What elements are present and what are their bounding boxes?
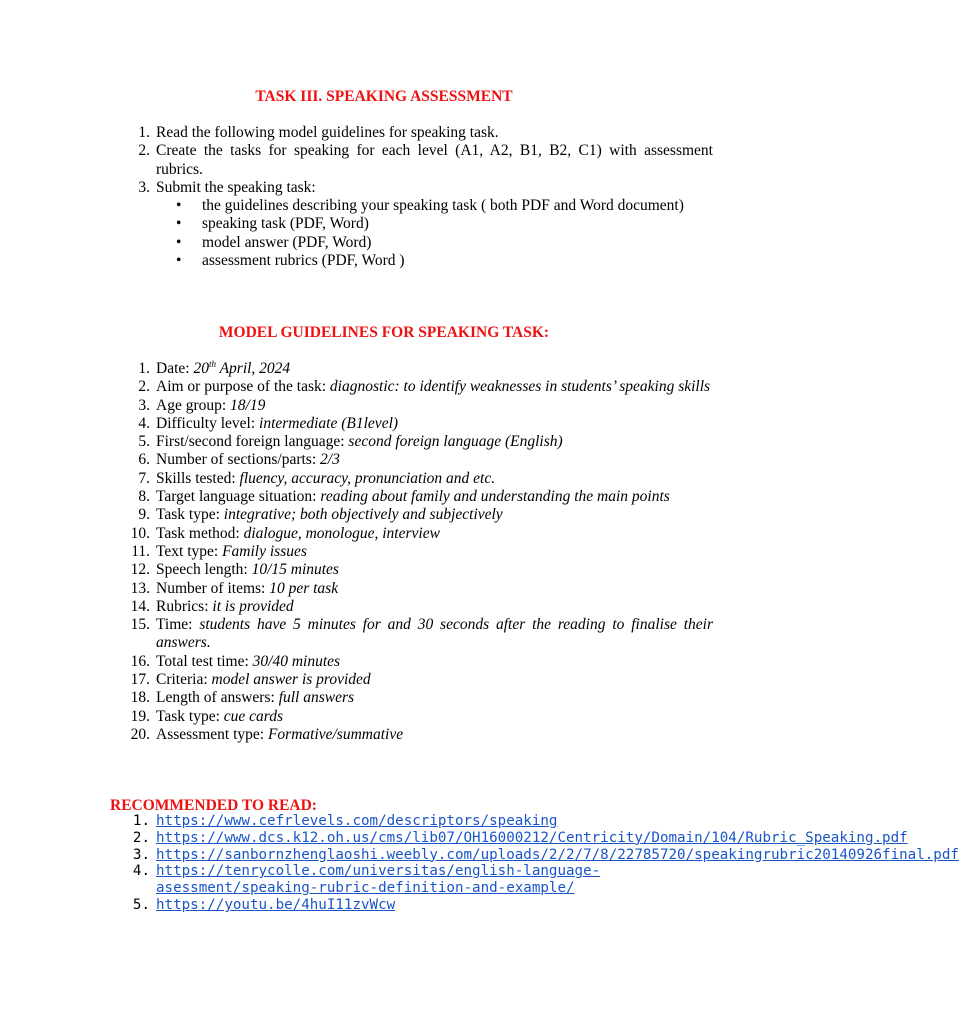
guideline-item bbox=[110, 488, 713, 506]
guideline-number: 11. bbox=[131, 542, 150, 560]
guideline-number: 8. bbox=[138, 488, 150, 506]
guideline-label: Aim or purpose of the task: bbox=[156, 378, 330, 396]
guideline-item bbox=[110, 470, 713, 488]
guideline-value: model answer is provided bbox=[211, 671, 371, 689]
submit-item bbox=[156, 197, 713, 215]
task-item-number: 3. bbox=[138, 178, 150, 196]
recommended-heading: RECOMMENDED TO READ: bbox=[110, 797, 317, 814]
guideline-item bbox=[110, 598, 713, 616]
submit-list bbox=[156, 197, 713, 270]
guideline-item bbox=[110, 506, 713, 524]
reference-link[interactable]: https://www.dcs.k12.oh.us/cms/lib07/OH16000212/Centricity/Domain/104/Rubric_Speaking.pdf bbox=[156, 829, 908, 846]
guideline-value: full answers bbox=[278, 689, 355, 707]
guideline-number: 10. bbox=[130, 524, 150, 542]
guideline-item bbox=[110, 653, 713, 671]
bullet-icon: • bbox=[176, 252, 182, 270]
guideline-label: Number of sections/parts: bbox=[156, 451, 321, 469]
guideline-number: 9. bbox=[138, 506, 150, 524]
guideline-item bbox=[110, 726, 713, 744]
guideline-label: Total test time: bbox=[156, 652, 253, 670]
link-item bbox=[110, 846, 959, 864]
guideline-number: 18. bbox=[130, 689, 150, 707]
task-item-number: 2. bbox=[138, 142, 150, 160]
link-number: 2. bbox=[132, 829, 150, 846]
bullet-icon: • bbox=[176, 215, 182, 233]
guideline-item bbox=[110, 543, 713, 561]
guideline-label: Date: bbox=[156, 360, 194, 377]
guideline-label: Text type: bbox=[156, 542, 223, 560]
guideline-label: Number of items: bbox=[156, 579, 270, 597]
guideline-item bbox=[110, 671, 713, 689]
submit-item bbox=[156, 252, 713, 270]
link-number: 3. bbox=[132, 846, 150, 863]
guideline-number: 3. bbox=[138, 396, 150, 414]
task-heading: TASK III. SPEAKING ASSESSMENT bbox=[255, 88, 513, 105]
guideline-number: 19. bbox=[130, 707, 150, 725]
guideline-item bbox=[110, 580, 713, 598]
guideline-label: First/second foreign language: bbox=[156, 433, 349, 451]
task-item bbox=[110, 179, 713, 270]
guideline-value: Family issues bbox=[222, 542, 307, 560]
task-item-number: 1. bbox=[138, 124, 150, 141]
task-item-text: Create the tasks for speaking for each level (A1, A2, B1, B2, C1) with assessment rubrics. bbox=[156, 142, 713, 178]
guideline-value: 30/40 minutes bbox=[252, 652, 341, 670]
bullet-icon: • bbox=[176, 233, 182, 251]
guideline-value: 10 per task bbox=[269, 579, 339, 597]
guideline-number: 2. bbox=[138, 378, 150, 396]
guideline-number: 6. bbox=[138, 451, 150, 469]
guideline-number: 16. bbox=[130, 652, 150, 670]
submit-item-text: speaking task (PDF, Word) bbox=[202, 215, 369, 233]
reference-link[interactable]: https://tenrycolle.com/universitas/english-language-asessment/speaking-rubric-definition-and-example/ bbox=[156, 863, 601, 897]
guidelines-heading: MODEL GUIDELINES FOR SPEAKING TASK: bbox=[218, 324, 550, 341]
submit-item-text: the guidelines describing your speaking task ( both PDF and Word document) bbox=[202, 197, 684, 215]
guideline-item bbox=[110, 378, 713, 396]
guideline-number: 13. bbox=[130, 579, 150, 597]
guideline-label: Age group: bbox=[156, 396, 231, 414]
guideline-value: reading about family and understanding the main points bbox=[320, 488, 670, 506]
guideline-item bbox=[110, 397, 713, 415]
guideline-value: diagnostic: to identify weaknesses in students’ speaking skills bbox=[329, 378, 711, 396]
submit-item bbox=[156, 215, 713, 233]
guideline-label: Skills tested: bbox=[156, 469, 240, 487]
guideline-label: Task method: bbox=[156, 524, 244, 542]
guideline-number: 4. bbox=[138, 414, 150, 432]
guideline-value: students have 5 minutes for and 30 seconds after the reading to finalise their answers. bbox=[156, 616, 713, 652]
guideline-value bbox=[193, 360, 290, 377]
guideline-value: 18/19 bbox=[230, 396, 266, 414]
guideline-item bbox=[110, 689, 713, 707]
guideline-label: Target language situation: bbox=[156, 488, 321, 506]
guideline-label: Task type: bbox=[156, 707, 224, 725]
guideline-value: 2/3 bbox=[320, 451, 340, 469]
guideline-label: Criteria: bbox=[156, 671, 212, 689]
submit-item bbox=[156, 234, 713, 252]
reference-link[interactable]: https://sanbornzhenglaoshi.weebly.com/uploads/2/2/7/8/22785720/speakingrubric20140926final.pdf bbox=[156, 846, 959, 863]
submit-item-text: model answer (PDF, Word) bbox=[202, 233, 372, 251]
guideline-value: integrative; both objectively and subjectively bbox=[223, 506, 503, 524]
task-item-text: Submit the speaking task: bbox=[156, 178, 316, 196]
guideline-value: it is provided bbox=[212, 597, 294, 615]
date-rest: April, 2024 bbox=[215, 360, 291, 377]
guideline-item bbox=[110, 360, 713, 378]
guideline-number: 14. bbox=[130, 597, 150, 615]
guideline-item bbox=[110, 451, 713, 469]
guideline-item bbox=[110, 708, 713, 726]
link-number: 1. bbox=[132, 813, 150, 829]
guideline-item bbox=[110, 433, 713, 451]
link-item bbox=[110, 863, 730, 897]
guideline-value: fluency, accuracy, pronunciation and etc. bbox=[239, 469, 496, 487]
link-item bbox=[110, 897, 730, 914]
guideline-number: 17. bbox=[130, 671, 150, 689]
guidelines-list bbox=[110, 360, 713, 744]
recommended-links bbox=[110, 813, 959, 914]
guideline-label: Speech length: bbox=[156, 561, 252, 579]
guideline-number: 1. bbox=[138, 360, 150, 377]
guideline-value: dialogue, monologue, interview bbox=[243, 524, 440, 542]
task-item bbox=[110, 142, 713, 179]
link-number: 4. bbox=[132, 863, 150, 880]
guideline-number: 15. bbox=[130, 616, 150, 634]
guideline-label: Length of answers: bbox=[156, 689, 279, 707]
guideline-value: cue cards bbox=[223, 707, 284, 725]
guideline-number: 5. bbox=[138, 433, 150, 451]
guideline-item bbox=[110, 616, 713, 653]
guideline-number: 20. bbox=[130, 725, 150, 743]
guideline-number: 12. bbox=[130, 561, 150, 579]
reference-link[interactable]: https://www.cefrlevels.com/descriptors/speaking bbox=[156, 813, 558, 829]
task-list bbox=[110, 124, 713, 270]
link-item bbox=[110, 813, 730, 830]
link-item bbox=[110, 829, 908, 847]
guideline-number: 7. bbox=[138, 469, 150, 487]
guideline-value: second foreign language (English) bbox=[348, 433, 563, 451]
submit-item-text: assessment rubrics (PDF, Word ) bbox=[202, 252, 405, 270]
link-number: 5. bbox=[132, 896, 150, 913]
guideline-item bbox=[110, 525, 713, 543]
date-suffix: th bbox=[208, 358, 216, 369]
guideline-item bbox=[110, 561, 713, 579]
guideline-label: Rubrics: bbox=[156, 597, 213, 615]
date-day: 20 bbox=[193, 360, 209, 377]
guideline-value: 10/15 minutes bbox=[251, 561, 339, 579]
guideline-value: Formative/summative bbox=[267, 725, 404, 743]
task-item bbox=[110, 124, 713, 142]
guideline-label: Time: bbox=[156, 616, 200, 634]
guideline-label: Difficulty level: bbox=[156, 414, 260, 432]
guideline-label: Assessment type: bbox=[156, 725, 268, 743]
task-item-text: Read the following model guidelines for speaking task. bbox=[156, 124, 499, 141]
reference-link[interactable]: https://youtu.be/4huI11zvWcw bbox=[156, 896, 396, 913]
bullet-icon: • bbox=[176, 197, 182, 215]
guideline-value: intermediate (B1level) bbox=[259, 414, 399, 432]
guideline-label: Task type: bbox=[156, 506, 224, 524]
guideline-item bbox=[110, 415, 713, 433]
